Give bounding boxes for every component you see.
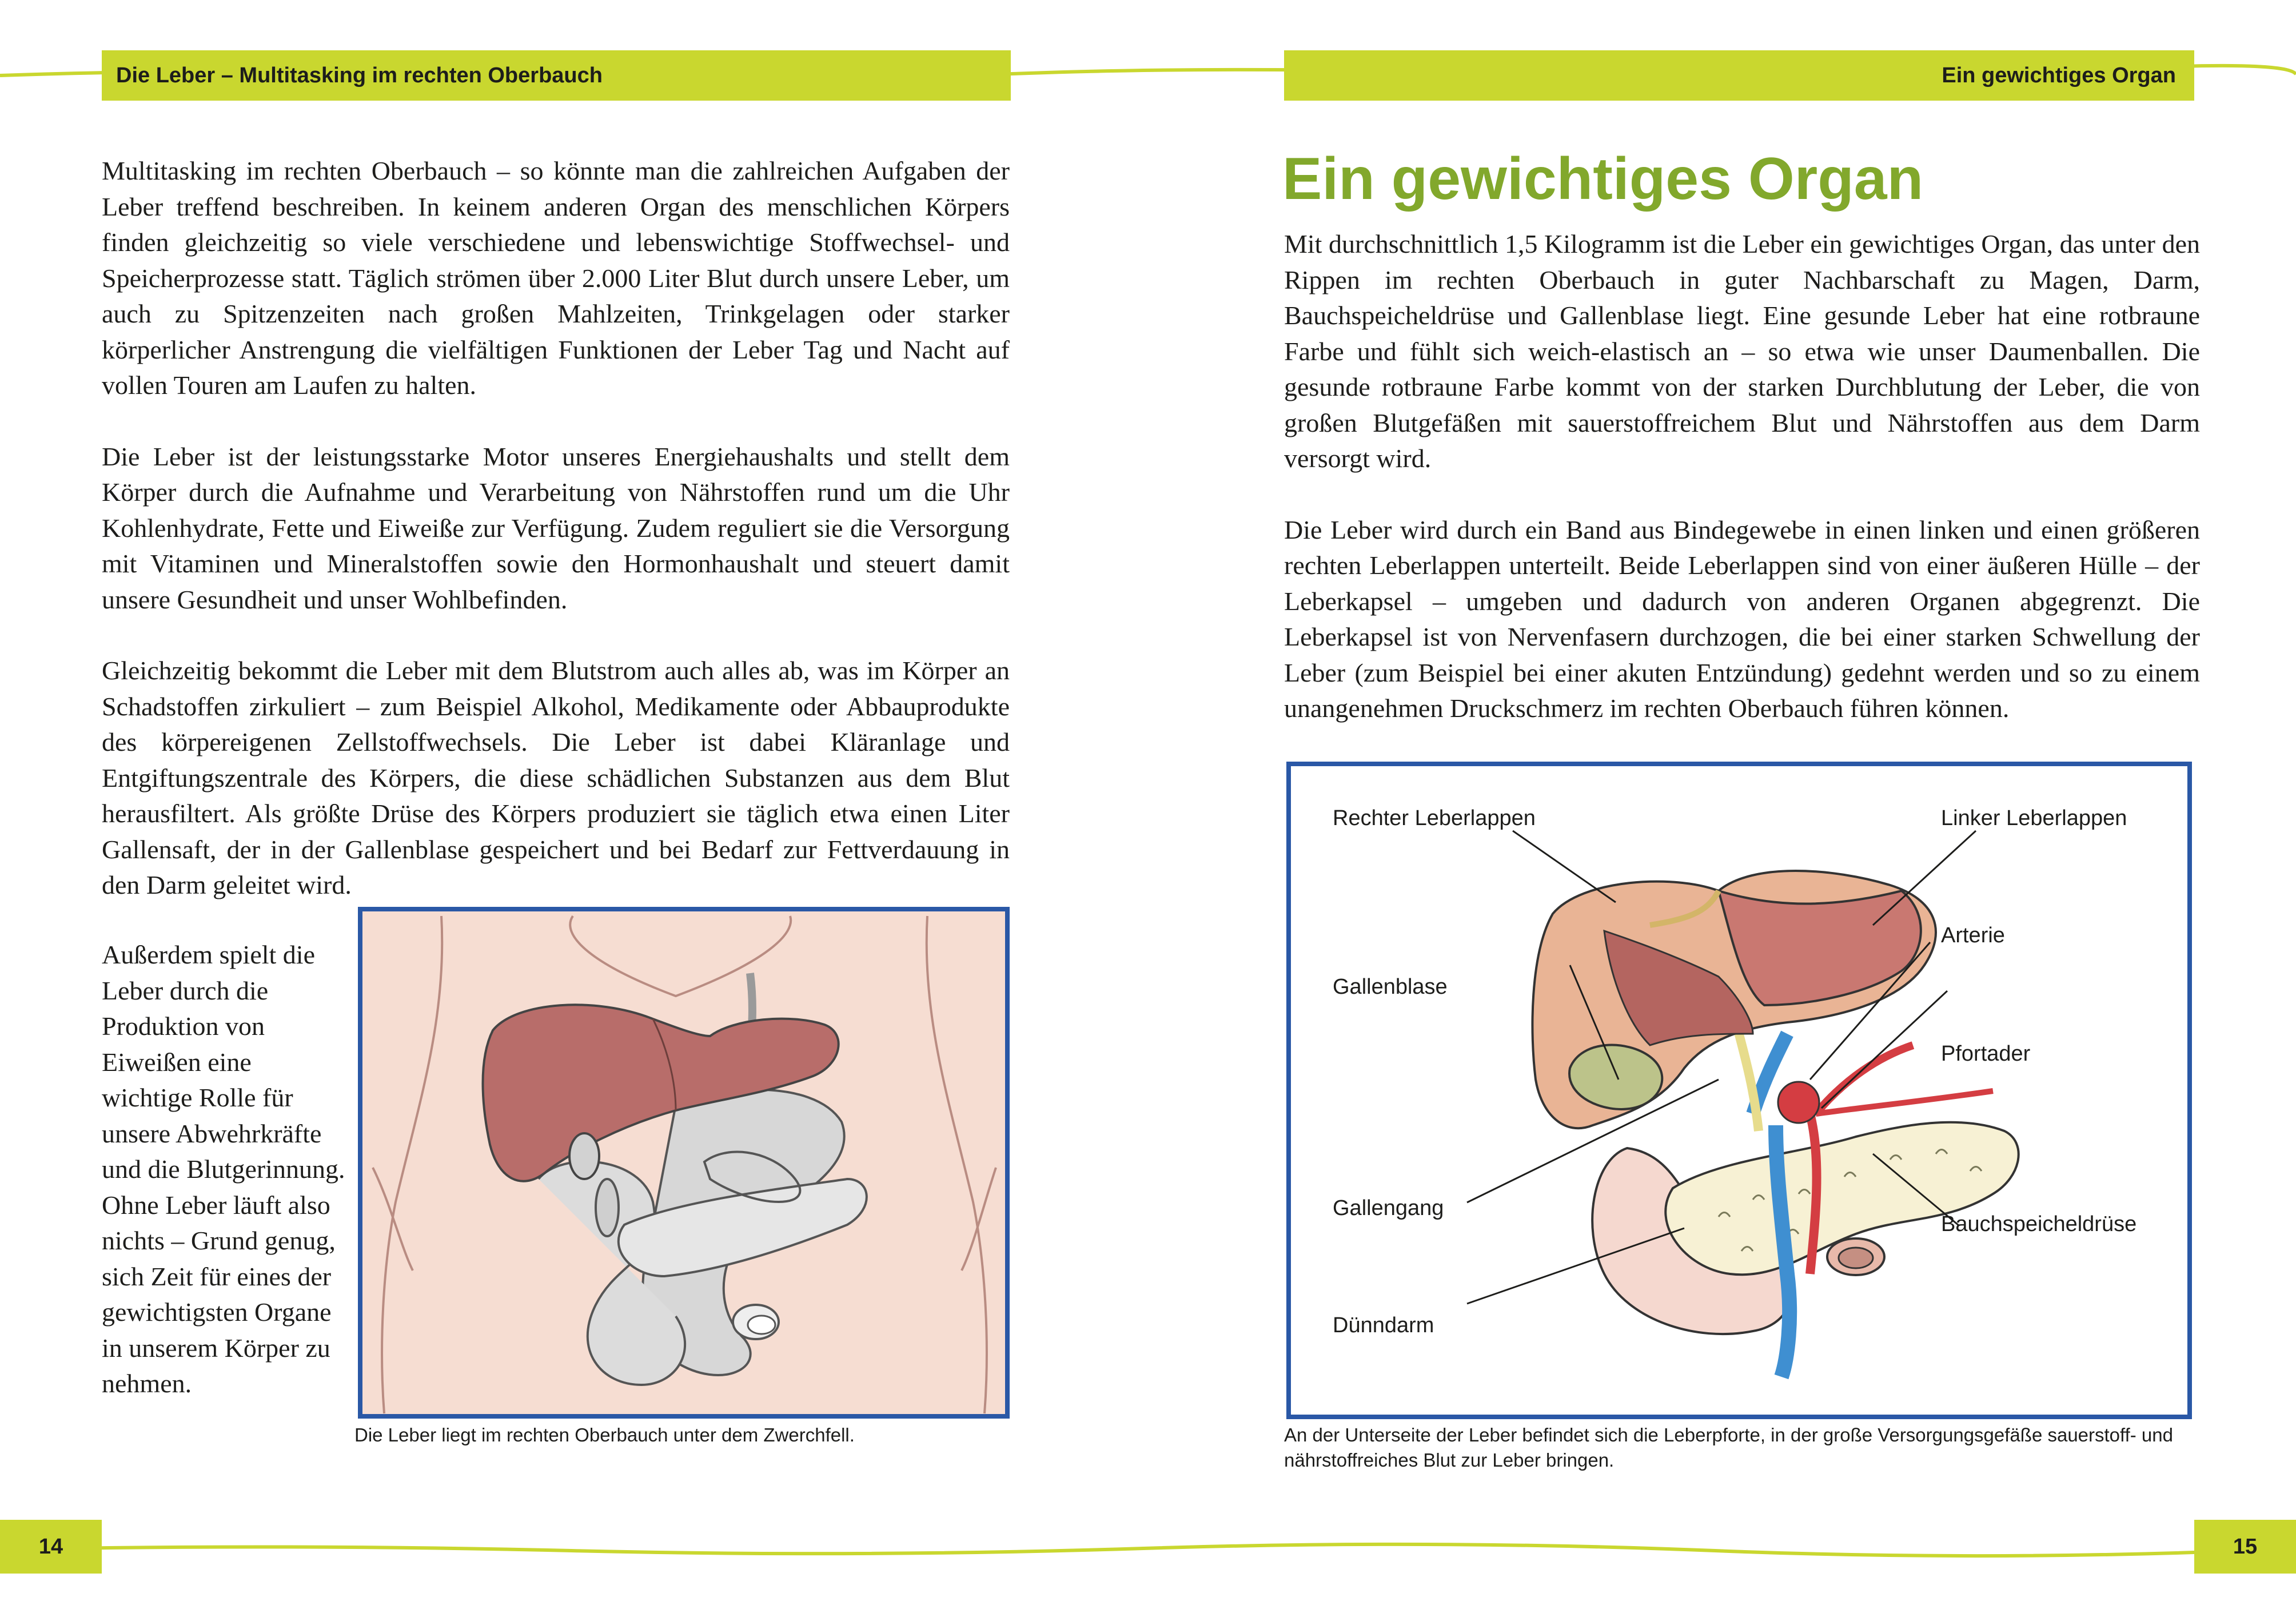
left-body-text (102, 153, 1010, 903)
right-paragraph-1: Mit durchschnittlich 1,5 Kilogramm ist die Leber ein gewichtiges Organ, das unter den Rippen im rechten Oberbauch in guter Nachbarschaft zu Magen, Darm, Bauchspeicheldrüse und Gallenblase liegt. Eine gesunde Leber hat eine rotbraune Farbe und fühlt sich weich-elastisch an – so etwa wie unser Daumenballen. Die gesunde rotbraune Farbe kommt von der starken Durchblutung der Leber, die von großen Blutgefäßen mit sauerstoffreichem Blut und Nährstoffen aus dem Darm versorgt wird. (1284, 229, 2200, 473)
left-figure-caption: Die Leber liegt im rechten Oberbauch unter dem Zwerchfell. (354, 1424, 855, 1445)
label-small-intestine: Dünndarm (1333, 1313, 1434, 1337)
bottom-wave-line (0, 1538, 2296, 1561)
label-left-lobe: Linker Leberlappen (1941, 806, 2127, 830)
right-figure-caption: An der Unterseite der Leber befindet sich die Leberpforte, in der große Versorgungsgefäße sauerstoff- und nährstoffreiches Blut zur Leber bringen. (1284, 1424, 2173, 1471)
label-bile-duct: Gallengang (1333, 1196, 1444, 1220)
label-right-lobe: Rechter Leberlappen (1333, 806, 1536, 830)
label-portal-vein: Pfortader (1941, 1042, 2031, 1066)
left-page-number: 14 (38, 1535, 63, 1559)
right-body-text (1284, 226, 2200, 727)
label-pancreas: Bauchspeicheldrüse (1941, 1212, 2137, 1236)
left-side-text (102, 937, 348, 1402)
right-page-number: 15 (2233, 1535, 2258, 1559)
left-paragraph-2: Die Leber ist der leistungsstarke Motor unseres Energiehaushalts und stellt dem Körper durch die Aufnahme und Verarbeitung von Nährstoffen rund um die Uhr Kohlenhydrate, Fette und Eiweiße zur Verfügung. Zudem reguliert sie die Versorgung mit Vitaminen und Mineralstoffen sowie den Hormonhaushalt und steuert damit unsere Gesundheit und unser Wohlbefinden. (102, 441, 1010, 614)
left-side-paragraph: Außerdem spielt die Leber durch die Produktion von Eiweißen eine wichtige Rolle für unsere Abwehrkräfte und die Blutgerinnung. Ohne Leber läuft also nichts – Grund genug, sich Zeit für eines der gewichtigsten Organe in unserem Körper zu nehmen. (102, 940, 345, 1398)
right-paragraph-2: Die Leber wird durch ein Band aus Bindegewebe in einen linken und einen größeren rechten Leberlappen unterteilt. Beide Leberlappen sind von einer äußeren Hülle – der Leberkapsel – umgeben und dadurch von anderen Organen abgegrenzt. Die Leberkapsel ist von Nervenfasern durchzogen, die bei einer starken Schwellung der Leber (zum Beispiel bei einer akuten Entzündung) gedehnt werden und so zu einem unangenehmen Druckschmerz im rechten Oberbauch führen können. (1284, 515, 2200, 723)
left-running-header: Die Leber – Multitasking im rechten Oberbauch (116, 63, 603, 87)
label-artery: Arterie (1941, 923, 2005, 947)
right-running-header: Ein gewichtiges Organ (1942, 63, 2176, 87)
page-title: Ein gewichtiges Organ (1282, 146, 1924, 212)
left-paragraph-3: Gleichzeitig bekommt die Leber mit dem Blutstrom auch alles ab, was im Körper an Schadstoffen zirkuliert – zum Beispiel Alkohol, Medikamente oder Abbauprodukte des körpereigenen Zellstoffwechsels. Die Leber ist dabei Kläranlage und Entgiftungszentrale des Körpers, die diese schädlichen Substanzen aus dem Blut herausfiltert. Als größte Drüse des Körpers produziert sie täglich etwa einen Liter Gallensaft, der in der Gallenblase gespeichert und bei Bedarf zur Fettverdauung in den Darm geleitet wird. (102, 656, 1010, 899)
label-gallbladder: Gallenblase (1333, 975, 1448, 999)
liver-position-illustration (356, 905, 1012, 1421)
left-paragraph-1: Multitasking im rechten Oberbauch – so könnte man die zahlreichen Aufgaben der Leber treffend beschreiben. In keinem anderen Organ des menschlichen Körpers finden gleichzeitig so viele verschiedene und lebenswichtige Stoffwechsel- und Speicherprozesse statt. Täglich strömen über 2.000 Liter Blut durch unsere Leber, um auch zu Spitzenzeiten nach großen Mahlzeiten, Trinkgelagen oder starker körperlicher Anstrengung die vielfältigen Funktionen der Leber Tag und Nacht auf vollen Touren am Laufen zu halten. (102, 156, 1010, 400)
